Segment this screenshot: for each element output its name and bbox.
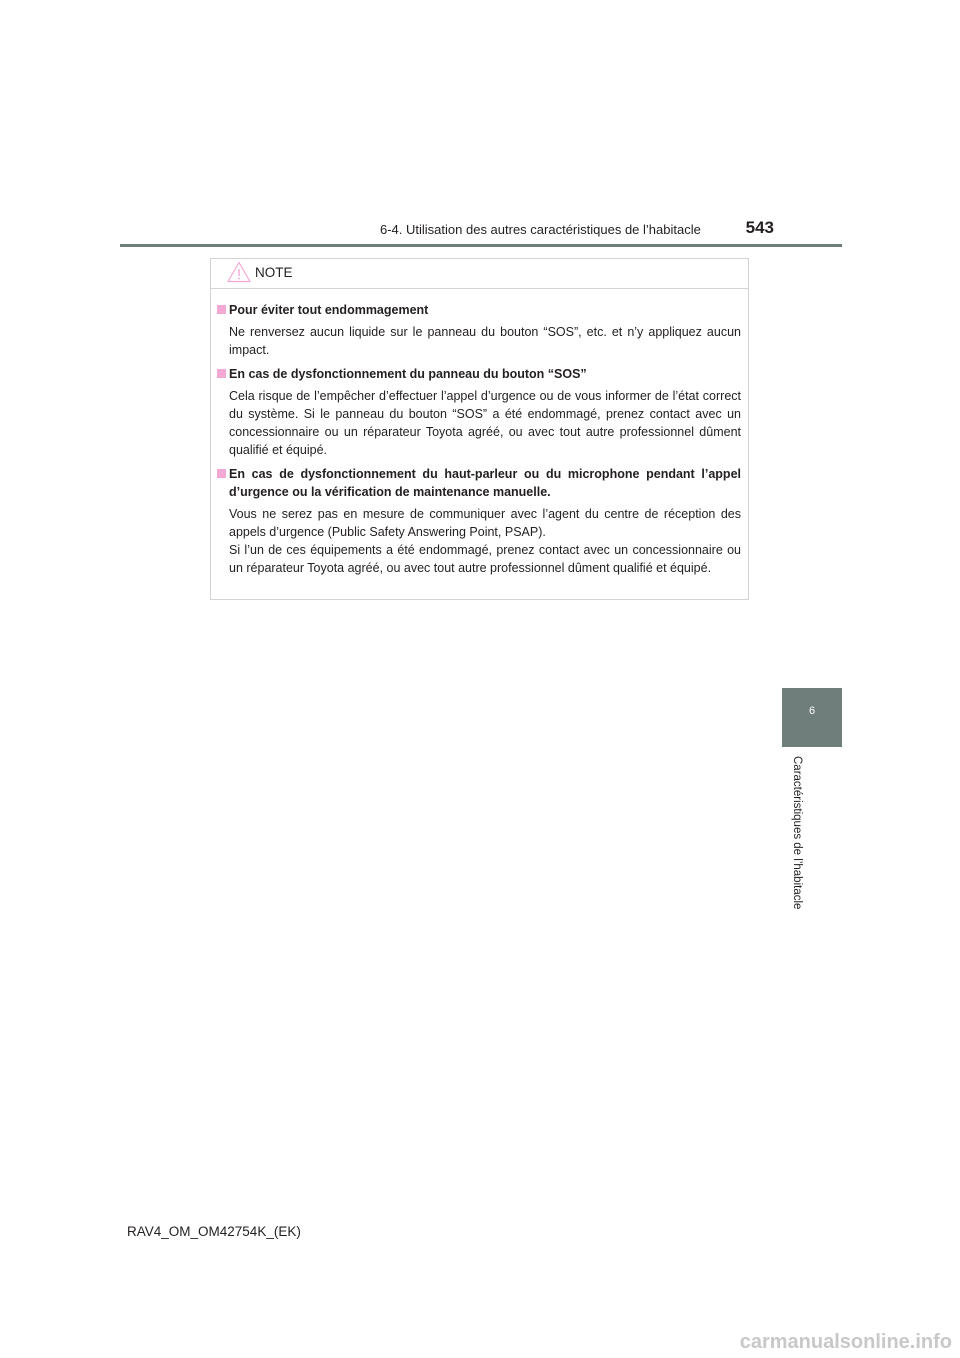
warning-triangle-icon [227, 261, 251, 283]
section-title: 6-4. Utilisation des autres caractéristiques de l’habitacle [380, 222, 701, 237]
note-item-text-line: Si l’un de ces équipements a été endommagé, prenez contact avec un concessionnaire ou un réparateur Toyota agréé, ou avec tout autre professionnel dûment qualifié et équipé. [229, 543, 741, 575]
note-item-heading: En cas de dysfonctionnement du panneau du bouton “SOS” [217, 365, 741, 383]
note-item-text [217, 505, 741, 577]
note-item-text-line: Vous ne serez pas en mesure de communiquer avec l’agent du centre de réception des appels d’urgence (Public Safety Answering Point, PSAP). [229, 507, 741, 539]
square-bullet-icon [217, 369, 226, 378]
page-header [120, 212, 842, 246]
note-item [217, 465, 741, 577]
note-item-heading: En cas de dysfonctionnement du haut-parleur ou du microphone pendant l’appel d’urgence ou la vérification de maintenance manuelle. [217, 465, 741, 501]
header-rule [120, 244, 842, 247]
watermark: carmanualsonline.info [739, 1331, 952, 1353]
chapter-tab [782, 688, 842, 747]
note-item [217, 365, 741, 459]
page-number: 543 [745, 218, 774, 237]
square-bullet-icon [217, 469, 226, 478]
square-bullet-icon [217, 305, 226, 314]
note-item-heading: Pour éviter tout endommagement [217, 301, 741, 319]
document-code: RAV4_OM_OM42754K_(EK) [127, 1224, 301, 1239]
note-box [210, 258, 749, 600]
chapter-label: Caractéristiques de l’habitacle [791, 756, 803, 910]
note-title: NOTE [255, 265, 293, 280]
note-body [211, 289, 748, 577]
note-item-text: Cela risque de l’empêcher d’effectuer l’appel d’urgence ou de vous informer de l’état correct du système. Si le panneau du bouton “SOS” a été endommagé, prenez contact avec un concessionnaire ou un réparateur Toyota agréé, ou avec tout autre professionnel dûment qualifié et équipé. [229, 389, 741, 457]
note-item-text: Ne renversez aucun liquide sur le panneau du bouton “SOS”, etc. et n’y appliquez aucun impact. [229, 325, 741, 357]
note-item [217, 301, 741, 359]
chapter-number: 6 [808, 705, 816, 717]
note-header [211, 259, 748, 289]
